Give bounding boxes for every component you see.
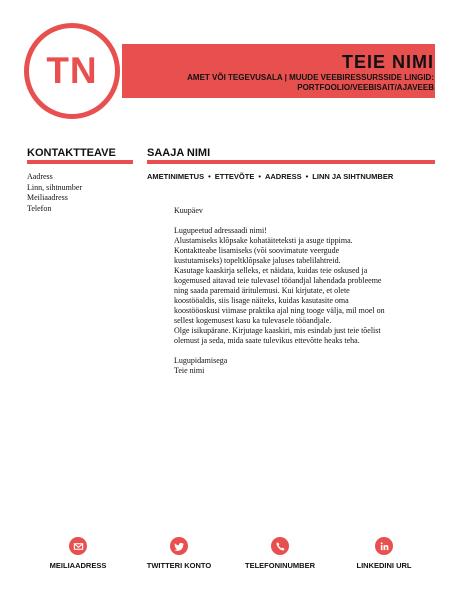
spacer — [174, 346, 440, 356]
recipient-details — [147, 172, 393, 181]
contact-list — [27, 172, 82, 214]
separator-dot: • — [208, 172, 211, 181]
footer-linkedin — [339, 537, 429, 570]
footer-twitter — [134, 537, 224, 570]
name-title: TEIE NIMI — [341, 52, 434, 72]
contact-email: Meiliaadress — [27, 193, 68, 202]
letter-signature: Teie nimi — [174, 366, 205, 375]
letter-line: koostööoskusi viimase praktika ajal ning tooge välja, mil moel on — [174, 306, 385, 315]
subtitle-line: AMET VÕI TEGEVUSALA | MUUDE VEEBIRESSURSSIDE LINGID: — [187, 73, 434, 82]
contact-phone: Telefon — [27, 203, 52, 213]
contact-city: Linn, sihtnumber — [27, 182, 83, 192]
letter-line: kogemused aitavad teie tulevasel tööandjal lahendada probleeme — [174, 276, 382, 285]
subtitle-line: PORTFOOLIO/VEEBISAIT/AJAVEEB — [297, 83, 434, 92]
twitter-icon — [170, 537, 188, 555]
recipient-company: ETTEVÕTE — [214, 172, 255, 181]
footer-phone-label: TELEFONINUMBER — [245, 561, 315, 570]
initials: TN — [46, 50, 98, 91]
letter-line: Kasutage kaaskirja selleks, et näidata, kuidas teie oskused ja — [174, 266, 368, 275]
footer-twitter-label: TWITTERI KONTO — [146, 561, 212, 570]
letter-line: Kontaktteabe lisamiseks (või soovimatute veergude — [174, 246, 340, 255]
recipient-address: AADRESS — [264, 172, 302, 181]
subtitle — [174, 73, 434, 93]
letter-line: ning saada paremaid äritulemusi. Kui kirjutate, et olete — [174, 286, 350, 295]
email-icon — [69, 537, 87, 555]
footer-email-label: MEILIAADRESS — [49, 561, 107, 570]
letter-line: olemust ja seda, mida saate tulevikus ettevõtte heaks teha. — [174, 336, 360, 345]
letter-line: koostööaldis, siis lisage näiteks, kuidas kasutasite oma — [174, 296, 349, 305]
footer-email — [33, 537, 123, 570]
letter-date: Kuupäev — [174, 206, 203, 215]
recipient-heading-rule — [147, 160, 435, 164]
separator-dot: • — [305, 172, 309, 181]
contact-address: Aadress — [27, 172, 53, 181]
letter-line: sellest kogemusest kasu ka tulevasele tööandjale. — [174, 316, 332, 325]
monogram-badge — [24, 23, 120, 119]
letter-line: kustutamiseks) topeltklõpsake jaluses tabelilahtreid. — [174, 256, 341, 265]
contact-heading-rule — [27, 160, 133, 164]
letter-closing: Lugupidamisega — [174, 356, 228, 365]
letter-body — [174, 206, 440, 376]
letter-line: Olge isikupärane. Kirjutage kaaskiri, mis esindab just teie tõelist — [174, 326, 381, 335]
letter-salutation: Lugupeetud adressaadi nimi! — [174, 226, 267, 235]
recipient-title: AMETINIMETUS — [147, 172, 205, 181]
linkedin-icon — [375, 537, 393, 555]
footer-phone — [235, 537, 325, 570]
separator-dot: • — [258, 172, 261, 181]
phone-icon — [271, 537, 289, 555]
recipient-city-zip: LINN JA SIHTNUMBER — [312, 172, 394, 181]
footer-linkedin-label: LINKEDINI URL — [356, 561, 412, 570]
recipient-heading: SAAJA NIMI — [147, 147, 211, 159]
letter-line: Alustamiseks klõpsake kohatäiteteksti ja asuge tippima. — [174, 236, 353, 245]
spacer — [174, 216, 440, 226]
contact-heading: KONTAKTTEAVE — [27, 147, 116, 159]
